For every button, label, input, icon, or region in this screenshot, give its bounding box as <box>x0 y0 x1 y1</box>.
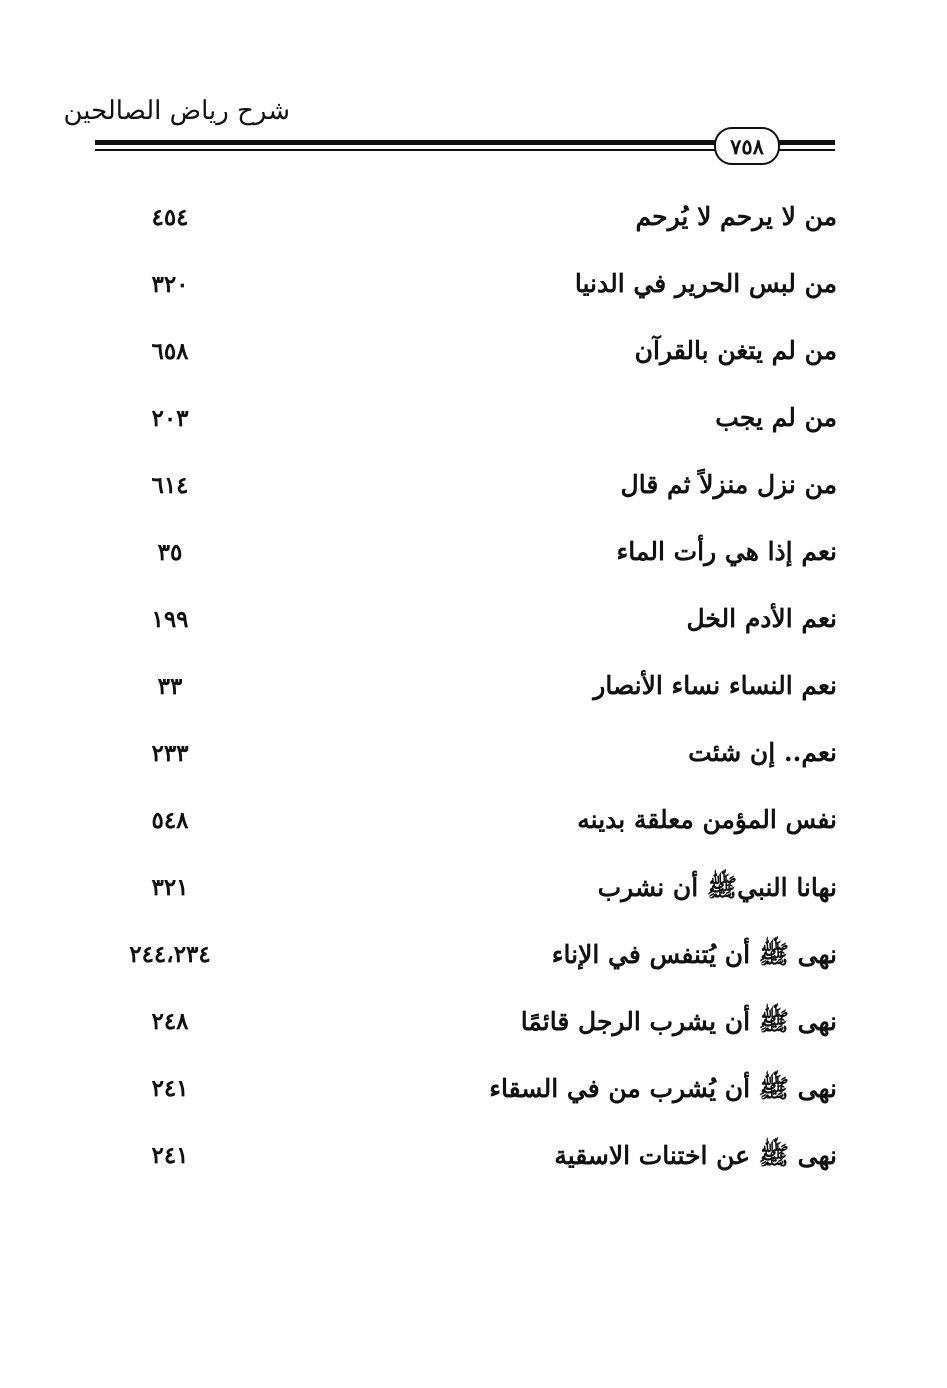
entry-page-ref: ٢٣٣ <box>151 740 189 767</box>
index-row <box>0 726 947 793</box>
entry-text: من لا يرحم لا يُرحم <box>635 202 837 231</box>
entry-page-ref: ٥٤٨ <box>151 807 189 834</box>
entry-page-ref: ٣٢٠ <box>151 271 189 298</box>
entry-page-ref: ٤٥٤ <box>151 204 189 231</box>
entry-text: من لبس الحرير في الدنيا <box>574 269 837 298</box>
index-row <box>0 324 947 391</box>
index-row <box>0 659 947 726</box>
entry-page-ref: ٦٥٨ <box>151 338 189 365</box>
book-title: شرح رياض الصالحين <box>63 96 290 126</box>
entry-page-ref: ٣٢١ <box>151 874 189 901</box>
index-row <box>0 860 947 927</box>
entry-page-ref: ٣٣ <box>157 673 183 700</box>
page-number: ٧٥٨ <box>730 133 764 159</box>
entry-page-ref: ٢٤٨ <box>151 1008 189 1035</box>
index-row <box>0 1128 947 1195</box>
entry-page-ref: ٢٤١ <box>151 1075 189 1102</box>
index-row <box>0 525 947 592</box>
index-row <box>0 458 947 525</box>
entry-text: نعم إذا هي رأت الماء <box>616 537 837 566</box>
entry-text: نعم.. إن شئت <box>688 738 837 767</box>
entry-text: من لم يتغن بالقرآن <box>634 336 837 365</box>
entry-page-ref: ٣٥ <box>157 539 183 566</box>
entry-text: نفس المؤمن معلقة بدينه <box>577 805 837 834</box>
entry-text: نعم النساء نساء الأنصار <box>593 671 837 700</box>
entry-page-ref: ٢٤٤،٢٣٤ <box>129 941 211 968</box>
entry-page-ref: ١٩٩ <box>151 606 189 633</box>
index-row <box>0 391 947 458</box>
entry-text: نهى ﷺ أن يُتنفس في الإناء <box>551 940 837 969</box>
entry-page-ref: ٢٠٣ <box>151 405 189 432</box>
index-row <box>0 1061 947 1128</box>
entry-text: نهى ﷺ عن اختنات الاسقية <box>554 1141 837 1170</box>
entry-text: نعم الأدم الخل <box>686 604 837 633</box>
entry-text: نهانا النبيﷺ أن نشرب <box>597 873 837 902</box>
page-number-badge <box>714 127 780 165</box>
index-row <box>0 793 947 860</box>
index-entry-list <box>0 190 947 1195</box>
entry-text: من لم يجب <box>715 403 837 432</box>
entry-text: من نزل منزلاً ثم قال <box>620 470 837 499</box>
page-header <box>0 0 947 170</box>
index-row <box>0 994 947 1061</box>
entry-page-ref: ٢٤١ <box>151 1142 189 1169</box>
entry-page-ref: ٦١٤ <box>151 472 189 499</box>
entry-text: نهى ﷺ أن يشرب الرجل قائمًا <box>520 1007 837 1036</box>
index-row <box>0 190 947 257</box>
index-row <box>0 927 947 994</box>
entry-text: نهى ﷺ أن يُشرب من في السقاء <box>489 1074 837 1103</box>
index-row <box>0 257 947 324</box>
index-row <box>0 592 947 659</box>
